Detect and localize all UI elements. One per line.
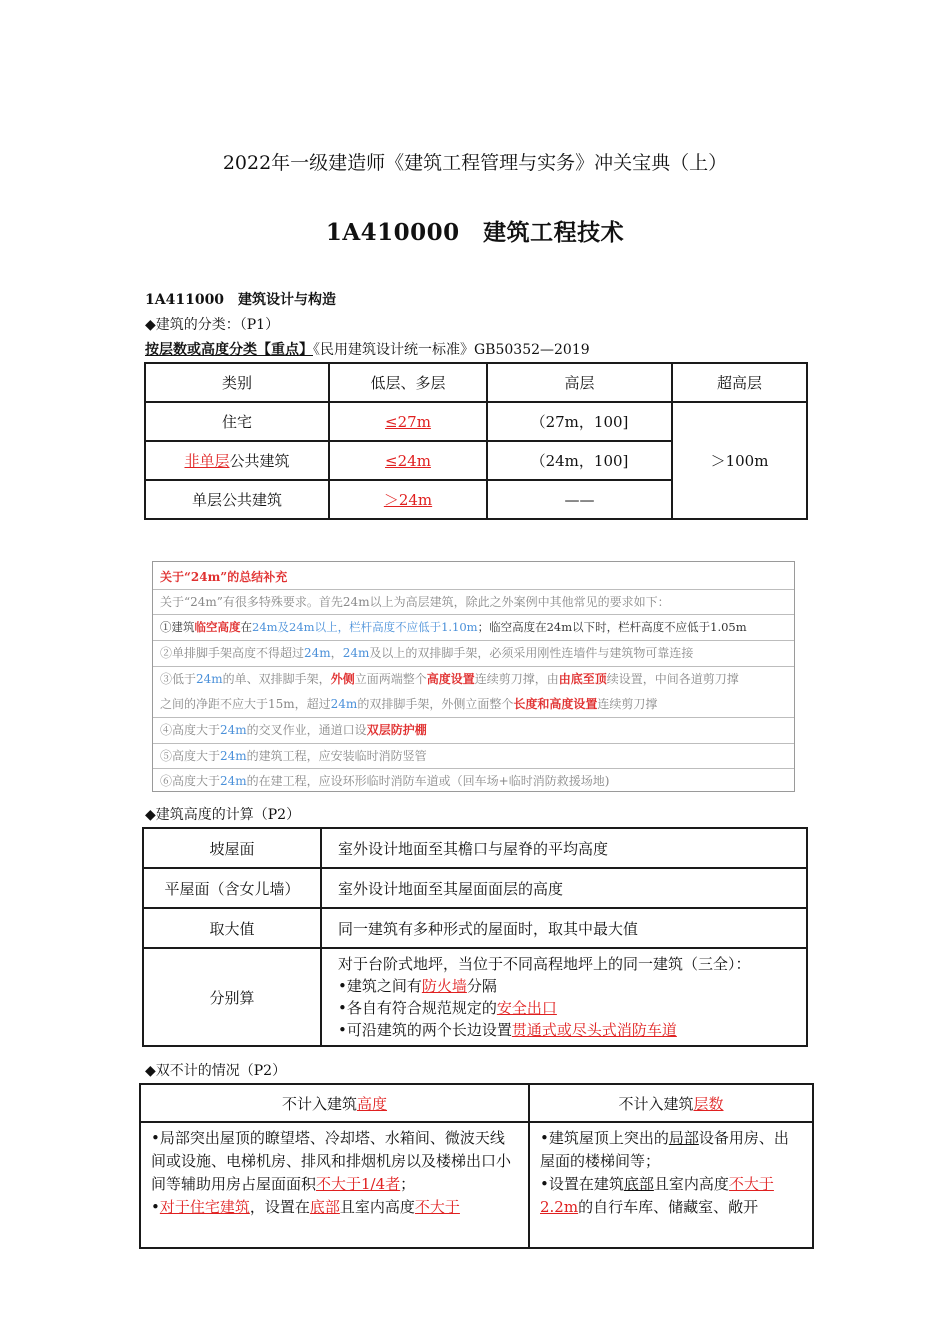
header-text: 不计入建筑: [618, 1094, 694, 1113]
rule-cell: 室外设计地面至其屋面面层的高度: [321, 868, 807, 908]
exclusion-emphasis: 底部: [309, 1198, 340, 1216]
table-header-row: [145, 363, 807, 402]
category-cell: 住宅: [145, 402, 329, 441]
note-item-1: [153, 614, 794, 639]
note-text: 及以上的双排脚手架，必须采用刚性连墙件与建筑物可靠连接: [369, 646, 694, 660]
header-emphasis: 层数: [693, 1094, 724, 1113]
note-text: ③低于: [160, 672, 197, 686]
exclusion-text: ；: [400, 1175, 416, 1193]
note-text: ①建筑: [160, 620, 195, 634]
header-cell: 超高层: [672, 363, 807, 402]
note-item-3: [153, 666, 794, 716]
rule-item: [338, 975, 806, 997]
rule-item: [338, 1019, 806, 1041]
header-text: 不计入建筑: [281, 1094, 357, 1113]
subtitle-standard: 《民用建筑设计统一标准》GB50352—2019: [313, 342, 590, 358]
exclusion-text: 且室内高度: [653, 1175, 729, 1193]
bullet-height-calculation: ◆建筑高度的计算（P2）: [145, 807, 301, 823]
note-highlight: 24m: [342, 646, 370, 660]
note-text: 之间的净距不应大于15m，超过: [160, 697, 331, 711]
exclusion-text: 且室内高度: [339, 1198, 415, 1216]
height-calculation-table: [142, 827, 808, 1047]
bullet-double-exclusion: ◆双不计的情况（P2）: [145, 1063, 287, 1079]
note-text: ⑥高度大于: [160, 774, 221, 788]
table-row: [143, 908, 807, 948]
note-highlight: 24m: [304, 646, 331, 660]
note-emphasis: 双层防护棚: [366, 723, 427, 737]
note-highlight: 24m: [220, 774, 247, 788]
table-row: [145, 402, 807, 441]
exclusion-text: •: [151, 1198, 160, 1216]
rule-cell: [321, 948, 807, 1046]
header-cell: 高层: [487, 363, 672, 402]
note-text: 的建筑工程，应安装临时消防竖管: [246, 749, 427, 763]
document-title: 2022年一级建造师《建筑工程管理与实务》冲关宝典（上）: [222, 152, 728, 174]
exclusion-item: [151, 1196, 518, 1219]
classification-subtitle: [145, 339, 590, 359]
height-classification-table: [144, 362, 808, 520]
table-row: [143, 868, 807, 908]
roof-type-cell: 分别算: [143, 948, 321, 1046]
exclusion-table: [139, 1083, 814, 1249]
category-rest: 公共建筑: [229, 452, 290, 470]
note-text: 的在建工程，应设环形临时消防车道或（回车场+临时消防救援场地): [246, 774, 610, 788]
note-item-6: [153, 768, 794, 792]
exclusion-text: 的自行车库、储藏室、敞开: [578, 1198, 759, 1216]
low-rise-cell: [329, 402, 487, 441]
note-item-5: [153, 743, 794, 767]
note-line: [160, 692, 794, 717]
note-emphasis: 长度和高度设置: [513, 697, 598, 711]
exclusion-emphasis: 不大于2.2m: [540, 1175, 774, 1216]
note-highlight: 24m: [220, 749, 247, 763]
note-emphasis: 高度设置: [426, 672, 475, 686]
low-rise-cell: [329, 441, 487, 480]
exclusion-text: •建筑屋顶上突出的: [540, 1129, 669, 1147]
table-row: [140, 1122, 813, 1248]
rule-cell: 同一建筑有多种形式的屋面时，取其中最大值: [321, 908, 807, 948]
rule-text: •各自有符合规范规定的: [338, 999, 497, 1017]
rule-emphasis: 安全出口: [496, 999, 557, 1017]
note-text: 在: [240, 620, 252, 634]
rule-text: •可沿建筑的两个长边设置: [338, 1021, 512, 1039]
low-rise-value: ≤27m: [385, 412, 431, 431]
exclusion-text: •设置在建筑: [540, 1175, 624, 1193]
roof-type-cell: 平屋面（含女儿墙）: [143, 868, 321, 908]
note-item-4: [153, 717, 794, 742]
low-rise-cell: [329, 480, 487, 519]
note-title: [153, 566, 794, 588]
exclusion-underline: 局部: [668, 1129, 699, 1147]
24m-summary-box: [152, 561, 795, 792]
category-cell: 单层公共建筑: [145, 480, 329, 519]
low-rise-value: ＞24m: [383, 491, 433, 509]
rule-text: 分隔: [466, 977, 497, 995]
high-rise-cell: ——: [487, 480, 672, 519]
note-text: 连续剪刀撑: [597, 697, 658, 711]
note-text: ，: [330, 646, 343, 660]
low-rise-value: ≤24m: [385, 451, 431, 470]
rule-intro: 对于台阶式地坪，当位于不同高程地坪上的同一建筑（三全）：: [338, 955, 751, 973]
rule-cell: 室外设计地面至其檐口与屋脊的平均高度: [321, 828, 807, 868]
note-highlight: 24m及24m以上，栏杆高度不应低于1.10m: [252, 620, 478, 634]
header-cell: 低层、多层: [329, 363, 487, 402]
chapter-title: 1A410000 建筑工程技术: [325, 219, 625, 246]
bullet-classification: ◆建筑的分类：（P1）: [145, 317, 280, 333]
header-cell: [140, 1084, 529, 1122]
header-cell: 类别: [145, 363, 329, 402]
table-row: [143, 828, 807, 868]
exclusion-item: [540, 1127, 802, 1173]
exclusion-text: ，设置在: [249, 1198, 310, 1216]
exclusion-emphasis: 不大于: [414, 1198, 460, 1216]
category-emphasis: 非单层: [184, 452, 230, 470]
note-highlight: 24m: [330, 697, 358, 711]
high-rise-cell: （24m，100]: [487, 441, 672, 480]
note-text: ②单排脚手架高度不得超过: [160, 646, 305, 660]
roof-type-cell: 取大值: [143, 908, 321, 948]
exclusion-underline: 底部: [623, 1175, 654, 1193]
section-title: 1A411000 建筑设计与构造: [145, 292, 337, 308]
high-rise-cell: （27m，100]: [487, 402, 672, 441]
note-text: 续设置，中间各道剪刀撑: [606, 672, 739, 686]
note-text: 的双排脚手架，外侧立面整个: [357, 697, 514, 711]
exclusion-emphasis: 对于住宅建筑: [159, 1198, 250, 1216]
exclusion-text: 设备用房、出屋面的楼梯间等；: [540, 1129, 789, 1170]
note-highlight: 24m: [220, 723, 247, 737]
note-emphasis: 外侧: [330, 672, 355, 686]
subtitle-key: 按层数或高度分类【重点】: [145, 342, 313, 358]
exclusion-item: [151, 1127, 518, 1196]
note-text: 立面两端整个: [354, 672, 427, 686]
note-line: [160, 667, 794, 692]
height-exclusion-cell: [140, 1122, 529, 1248]
exclusion-item: [540, 1173, 802, 1219]
rule-emphasis: 贯通式或尽头式消防车道: [511, 1021, 677, 1039]
exclusion-text: •局部突出屋顶的瞭望塔、冷却塔、水箱间、微波天线间或设施、电梯机房、排风和排烟机房以及楼梯出口小间等辅助用房占屋面面积: [151, 1129, 512, 1193]
note-text: 的单、双排脚手架，: [222, 672, 331, 686]
note-highlight: 24m: [196, 672, 223, 686]
table-header-row: [140, 1084, 813, 1122]
rule-emphasis: 防火墙: [421, 977, 467, 995]
super-high-rise-cell: ＞100m: [672, 402, 807, 519]
note-text: ；临空高度在24m以下时，栏杆高度不应低于1.05m: [477, 620, 747, 634]
floor-exclusion-cell: [529, 1122, 813, 1248]
table-row: [143, 948, 807, 1046]
rule-item: [338, 997, 806, 1019]
note-intro: 关于“24m”有很多特殊要求。首先24m以上为高层建筑，除此之外案例中其他常见的要求如下：: [153, 589, 794, 613]
header-emphasis: 高度: [357, 1094, 388, 1113]
note-text: 的交叉作业，通道口设: [246, 723, 367, 737]
category-cell: [145, 441, 329, 480]
roof-type-cell: 坡屋面: [143, 828, 321, 868]
exclusion-emphasis: 不大于1/4者: [316, 1175, 401, 1193]
note-text: 连续剪刀撑，由: [474, 672, 559, 686]
rule-text: •建筑之间有: [338, 977, 422, 995]
note-text: ⑤高度大于: [160, 749, 221, 763]
note-title-text: 关于“24m”的总结补充: [160, 570, 288, 584]
note-emphasis: 由底至顶: [558, 672, 607, 686]
note-emphasis: 临空高度: [194, 620, 241, 634]
note-text: ④高度大于: [160, 723, 221, 737]
note-item-2: [153, 640, 794, 665]
header-cell: [529, 1084, 813, 1122]
